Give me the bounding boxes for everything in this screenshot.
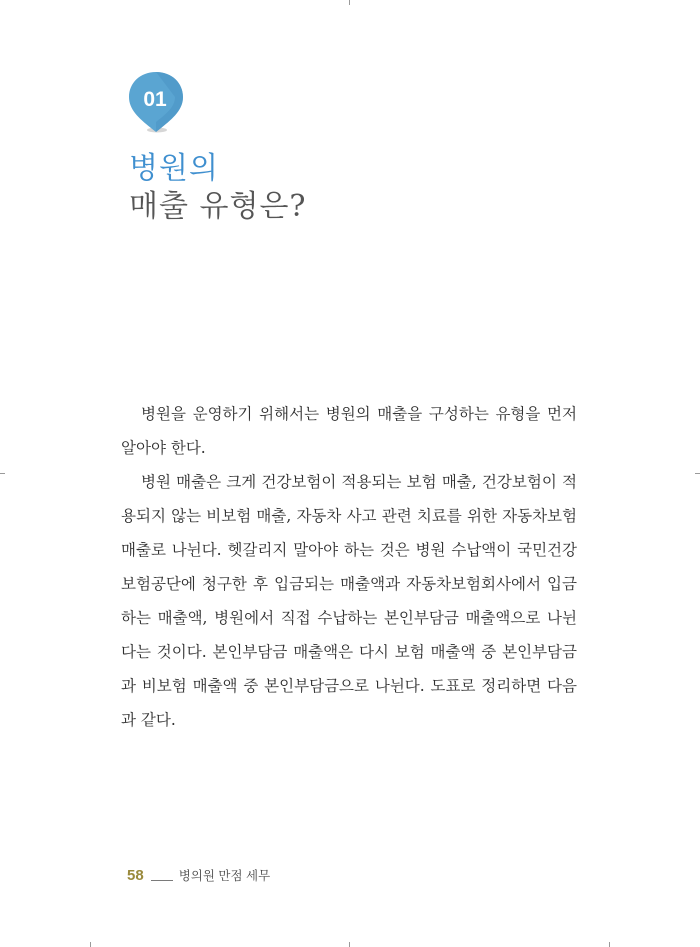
chapter-number: 01 [143,88,167,111]
body-paragraph-2: 병원 매출은 크게 건강보험이 적용되는 보험 매출, 건강보험이 적용되지 않는 비보험 매출, 자동차 사고 관련 치료를 위한 자동차보험 매출로 나뉜다. 헷갈리지 말아야 하는 것은 병원 수납액이 국민건강보험공단에 청구한 후 입금되는 매출액과 자동차보험회사에서 입금하는 매출액, 병원에서 직접 수납하는 본인부담금 매출액으로 나뉜다는 것이다. 본인부담금 매출액은 다시 보험 매출액 중 본인부담금과 비보험 매출액 중 본인부담금으로 나뉜다. 도표로 정리하면 다음과 같다. [121,473,577,729]
map-pin-badge-icon [126,70,186,134]
chapter-number-badge [126,70,186,134]
running-book-title: 병의원 만점 세무 [178,869,271,883]
body-text [121,397,577,737]
chapter-title-line-2: 매출 유형은? [129,189,307,224]
crop-mark-bottom-right [609,942,610,947]
chapter-title [129,150,307,226]
crop-mark-bottom [349,942,350,947]
body-paragraph-1: 병원을 운영하기 위해서는 병원의 매출을 구성하는 유형을 먼저 알아야 한다. [121,405,577,457]
crop-mark-right [695,473,700,474]
page-number: 58 [127,866,144,884]
crop-mark-left [0,473,5,474]
footer-divider [151,880,173,881]
chapter-title-line-1: 병원의 [129,151,219,186]
crop-mark-bottom-left [90,942,91,947]
page-footer [127,866,270,884]
crop-mark-top [349,0,350,5]
